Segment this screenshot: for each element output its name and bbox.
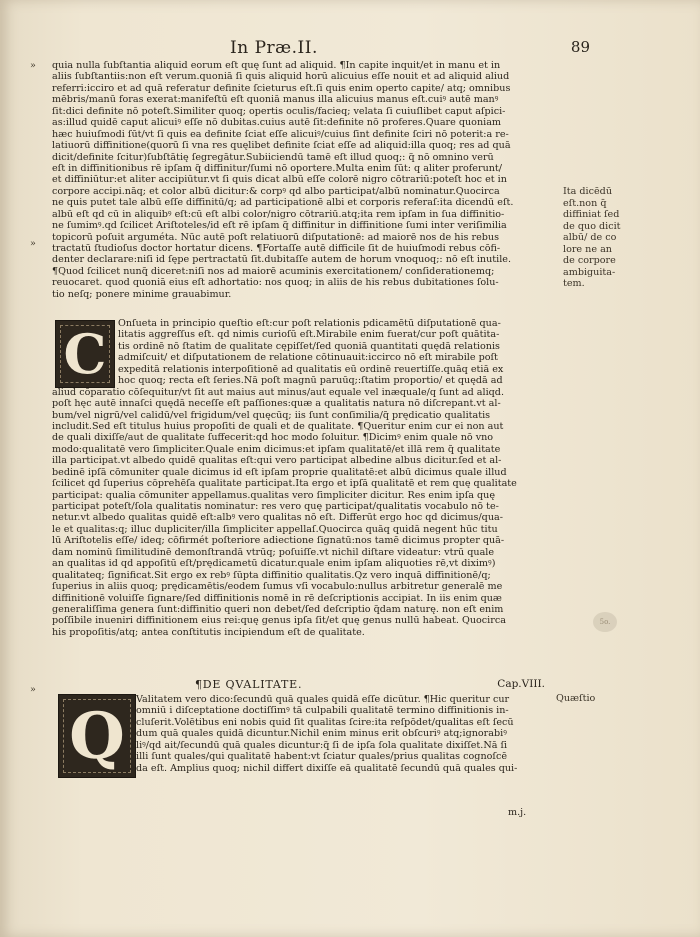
text-line: illa participat.vt albedo quidē qualitas eſt:qui vero participat albedine albus dicitur.ſed et al- <box>52 455 502 467</box>
text-line: ¶Quod ſcilicet nunq̃ diceret:niſi nos ad maiorē acuminis exercitationem/ conſiderationemq; <box>52 265 495 277</box>
text-line: ne ſumimꝰ.qd ſcilicet Ariſtoteles/id eſt rē ipſam q̃ diffinitur in diffinitione ſumi inter veriſimilia <box>52 220 507 232</box>
text-line: corpore accipi.nāq; et color albū dicitur:& corpꝰ qd albo participat/albū nominatur.Quocirca <box>52 185 500 197</box>
folio-number: 89 <box>570 38 590 56</box>
running-head: In Præ.II. <box>230 38 318 58</box>
text-line: admiſcuit/ et diſputationem de relatione cōtinuauit:iccirco nō eſt mirabile poſt <box>118 352 498 364</box>
text-line: eſt in diffinitionibus rē ipſam q̃ diffinitur/ſumi nō oportere.Multa enim ſūt: q aliter proferunt/ <box>52 162 503 174</box>
text-line: bedinē ipſā cōmuniter quale dicimus id eſt ipſam proprie qualitatē:et albū dicimus quale illud <box>52 466 507 478</box>
text-line: generaliſſima genera ſunt:diffinitio queri non debet/ſed deſcriptio q̃dam naturę. non eſt enim <box>52 603 504 615</box>
text-line: omniū i diſceptatione doctiſſimꝰ tā culpabili qualitatē termino diffinitionis in- <box>136 705 509 717</box>
text-line: referri:icciro et ad quā referatur definite ſcieturus eſt.ſi quis enim operto capite/ atq; omnibus <box>52 82 511 94</box>
text-line: dicit/definite ſcitur)ſubſtātię ſegregātur.Subiiciendū tamē eſt illud quoq;: q̃ nō omnino verū <box>52 151 494 163</box>
text-line: hoc quoq; recta eſt ſeries.Nā poſt magnū paruūq;:ſtatim proportio/ et quędā ad <box>118 375 503 387</box>
text-line: mēbris/manū foras exerat:manifeſtū eſt quoniā manus illa alicuius manus eſt.cuiꝰ autē manꝰ <box>52 94 499 106</box>
text-line: aliis ſubſtantiis:non eſt verum.quoniā ſi quis aliquid horū alicuius eſſe nouit et ad aliquid aliud <box>52 71 510 83</box>
text-line: aliud cōparatio cōſequitur/vt ſit aut maius aut minus/aut equale vel inæquale/q ſunt ad aliqd. <box>52 386 504 398</box>
text-line: topicorū poſuit arguméta. Nūc autē poſt relatiuorū diſputationē: ad maiorē nos de his rebus <box>52 231 499 243</box>
margin-note-quaestio: Quæſtio <box>556 693 596 704</box>
margin-note-gloss: Ita dicēdū eſt.non q̄ diffiniat ſed de quo dicit albū/ de co lore ne an de corpore ambiguita- tem. <box>563 186 621 289</box>
text-line: et diffiniūtur:et aliter accipiūtur.vt ſi quis dicat albū eſſe colorē nigro cōtrariū:poteſt hoc et in <box>52 174 507 186</box>
paragraph-3 <box>52 694 552 774</box>
margin-marker: » <box>30 684 36 695</box>
text-line: ne quis putet tale albū eſſe diffinitū/q; ad participationē albi et corporis referaſ:ita dicendū eſt. <box>52 197 514 209</box>
text-line: denter declarare:niſi id ſępe pertractatū ſit.dubitaſſe autem de horum vnoquoq;: nō eſt inutile. <box>52 254 511 266</box>
text-line: as:illud quidē caput alicuiꝰ eſſe nō dubitas.cuius autē ſit:definite nō proferes.Quare quoniam <box>52 117 502 129</box>
paragraph-2 <box>52 318 552 638</box>
text-line: participat poteſt/ſola qualitatis nominatur: res vero quę participat/qualitatis vocabulo nō te- <box>52 501 499 512</box>
text-line: dam nominū ſimilitudinē demonſtrandā vtrūq; poſuiſſe.vt nichil diſtare videatur: vtrū quale <box>52 546 495 558</box>
initial-letter: C <box>63 322 107 386</box>
text-line: ſit:dici definite nō poteſt.Similiter quoq; opertis oculis/facieq; velata ſi cuiuſlibet caput aſpici- <box>52 105 506 117</box>
signature-mark: m.j. <box>508 807 527 818</box>
text-line: includit.Sed eſt titulus huius propoſiti de quali et de qualitate. ¶Queritur enim cur ei non aut <box>52 420 504 432</box>
text-line: ſuperius in aliis quoq; prędicamētis/eodem ſumus vſi vocabulo:nullus arbitretur generalē me <box>52 581 503 593</box>
text-line: latiuorū diffinitione(quorū ſi vna res quęlibet definite ſciat eſſe ad aliquid:illa quoq; res ad quā <box>52 140 511 152</box>
text-line: modo:qualitatē vero ſimpliciter.Quale enim dicimus:et ipſam qualitatē/et illā rem q̃ qualitate <box>52 443 501 455</box>
paper-stain: 5o. <box>593 612 617 632</box>
text-line: albū eſt qd cū in aliquibꝰ eſt:cū eſt albi color/nigro cōtrariū.atq;ita rem ipſam in ſua diffinitio- <box>52 208 505 220</box>
text-line: poſſibile inueniri diffinitionem eius rei:quę genus ipſa ſit/et quę genus nullū habeat. Quocirca <box>52 615 506 627</box>
text-line: his propoſitis/atq; antea conſtitutis incipiendum eſt de qualitate. <box>52 626 365 638</box>
text-line: an qualitas id qd appoſitū eſt/prędicametū dicatur.quale enim ipſam aliquoties rē,vt diximꝰ) <box>52 558 496 570</box>
text-line: qualitateq; ſignificat.Sit ergo ex rebꝰ ſūpta diffinitio qualitatis.Qz vero inquā diffinitionē/q; <box>52 569 491 581</box>
text-line: litatis aggreſſus eſt. qd nimis curioſū eſt.Mirabile enim fuerat/cur poſt quātita- <box>118 329 500 341</box>
chapter-number: Cap.VIII. <box>497 678 545 690</box>
text-line: diffinitionē voluiſſe ſignare/ſed diffinitionis nomē in rē deſcriptionis accipiat. In iis enim quæ <box>52 592 502 604</box>
text-line: bum/vel nigrū/vel calidū/vel frigidum/vel quęcūq; iis ſunt conſimilia/q̃ prędicatio qualitatis <box>52 409 491 421</box>
text-line: le et qualitas:q; illuc dupliciter/illa ſimpliciter appellaſ.Quocirca quāq quidā negent hūc titu <box>52 523 498 535</box>
text-line: liꝰ/qd ait/ſecundū quā quales dicuntur:q̃ ſi de ipſa ſola qualitate dixiſſet.Nā ſi <box>136 739 508 751</box>
text-line: lū Ariſtotelis eſſe/ ideq; cōfirmét poſteriore adiectione ſignatū:nos tamē dicimus propter quā- <box>52 535 505 547</box>
text-line: expeditā relationis interpoſitionē ad qualitatis eū ordinē reuertiſſe.quāq etiā ex <box>118 363 504 375</box>
text-line: dum quā quales quidā dicuntur.Nichil enim minus erit obſcuriꝰ atq;ignorabiꝰ <box>136 728 507 740</box>
text-line: da eſt. Amplius quoq; nichil differt dixiſſe eā qualitatē ſecundū quā quales qui- <box>136 762 518 774</box>
chapter-title: ¶DE QVALITATE. <box>195 678 303 691</box>
text-line: tractatū ſtudioſus doctor hortatur dicens. ¶Fortaſſe autē difficile ſit de huiuſmodi rebus cōfi- <box>52 243 501 254</box>
initial-letter: Q <box>69 698 125 774</box>
text-line: Valitatem vero dico:ſecundū quā quales quidā eſſe dicūtur. ¶Hic queritur cur <box>136 694 510 705</box>
chapter-heading <box>195 678 555 692</box>
text-line: de quali dixiſſe/aut de qualitate ſuffecerit:qd hoc modo ſoluitur. ¶Dicimꝰ enim quale nō vno <box>52 432 494 444</box>
text-line: poſt hęc autē innaſci quędā neceſſe eſt paſſiones:quæ a qualitatis natura nō diſcrepant.vt al- <box>52 398 501 410</box>
text-line: quia nulla ſubſtantia aliquid eorum eſt quę ſunt ad aliquid. ¶In capite inquit/et in manu et in <box>52 60 501 71</box>
text-line: participat: qualia cōmuniter appellamus.qualitas vero ſimpliciter dicitur. Res enim ipſa quę <box>52 489 496 501</box>
margin-marker: » <box>30 238 36 249</box>
text-line: hæc huiuſmodi ſūt/vt ſi quis ea definite ſciat eſſe alicuiꝰ/cuius ſint definite ſciri nō poterit:a re- <box>52 128 509 140</box>
margin-marker: » <box>30 60 36 71</box>
page-header <box>60 38 590 60</box>
text-line: reuocaret. quod quoniā eius eſt adhortatio: nos quoq; in aliis de his rebus dubitationes ſolu- <box>52 277 499 289</box>
text-line: Onſueta in principio queſtio eſt:cur poſt relationis pdicamētū diſputationē qua- <box>118 318 501 329</box>
text-line: cluſerit.Volētibus eni nobis quid ſit qualitas ſcire:ita reſpōdet/qualitas eſt ſecū <box>136 716 514 728</box>
text-line: netur.vt albedo qualitas quidē eſt:albꝰ vero qualitas nō eſt. Differūt ergo hoc qd dicimus/qua- <box>52 512 503 524</box>
paragraph-1 <box>52 60 552 300</box>
text-line: ſcilicet qd ſuperius cōprehēſa qualitate participat.Ita ergo et ipſā qualitatē et rem quę qualitate <box>52 478 517 490</box>
text-line: illi ſunt quales/qui qualitatē habent:vt ſciatur quales/prius qualitas cognoſcē <box>136 751 507 763</box>
text-line: tio neſq; ponere minime grauabimur. <box>52 288 232 300</box>
text-line: tis ordinē nō ſtatim de qualitate cępiſſet/ſed quoniā quantitati quędā relationis <box>118 340 500 352</box>
